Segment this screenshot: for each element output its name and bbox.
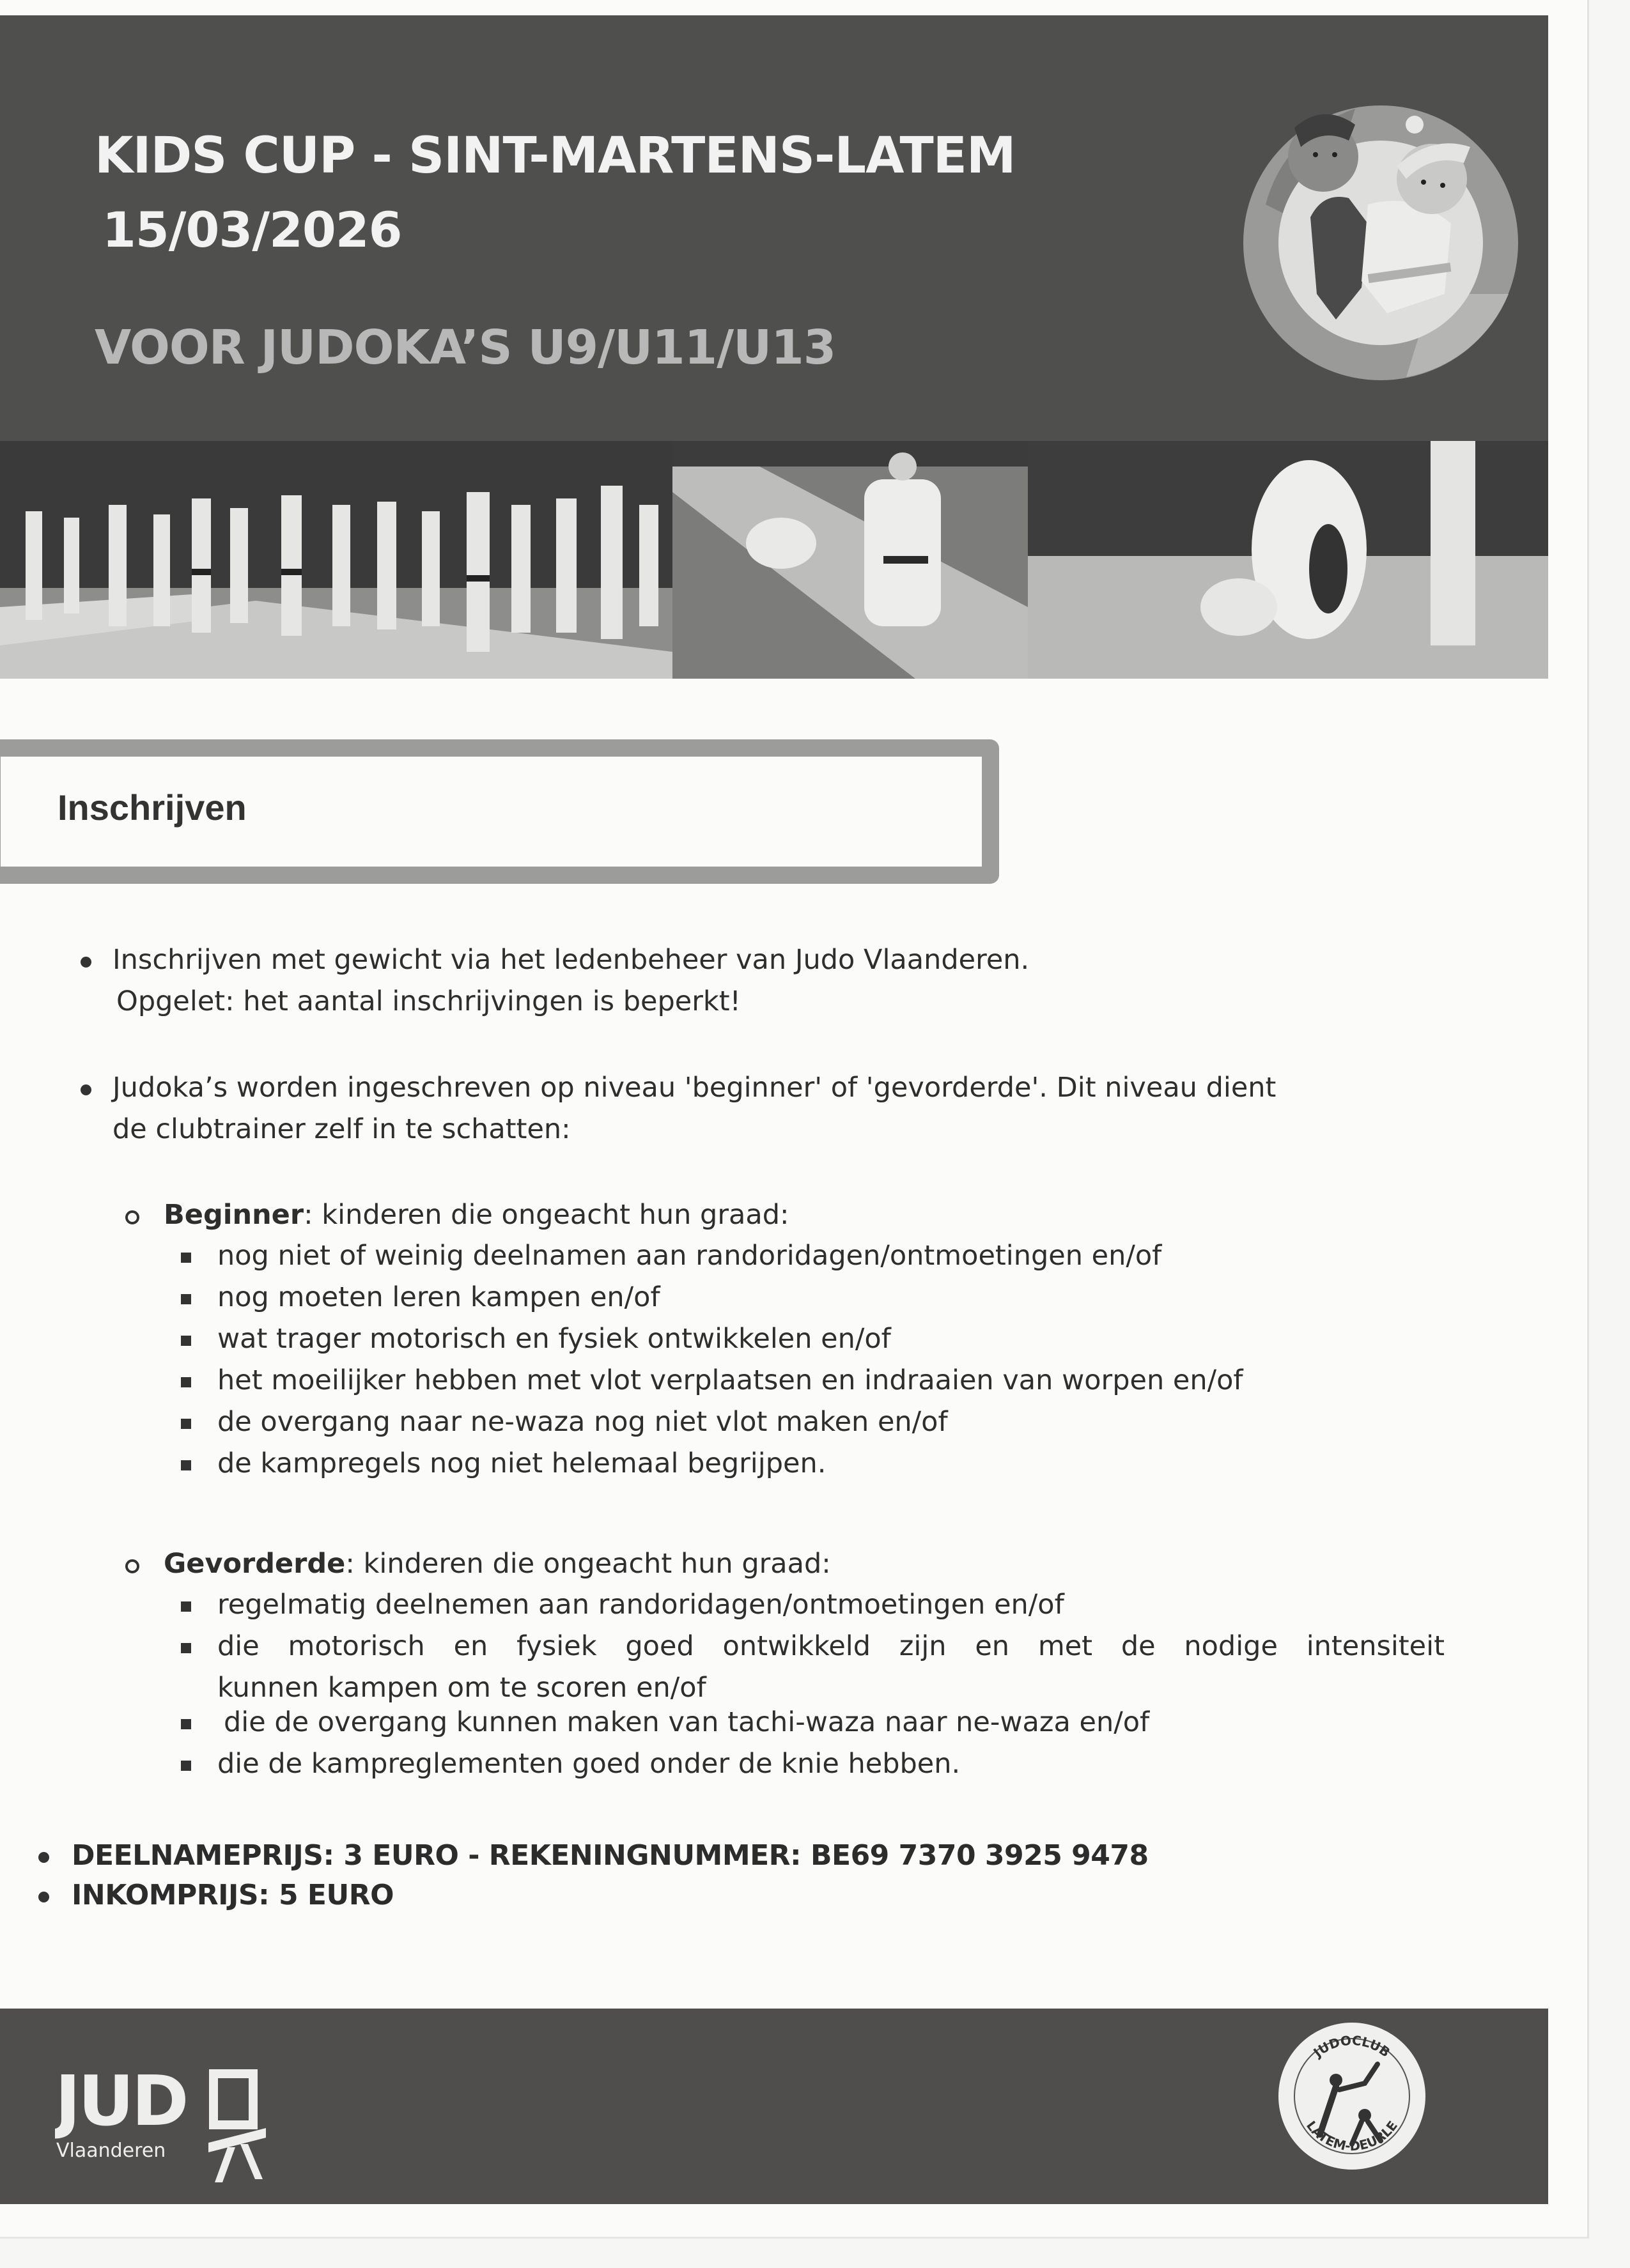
word: en xyxy=(975,1630,1010,1662)
beginner-criterion: nog niet of weinig deelnamen aan randoridagen/ontmoetingen en/of xyxy=(217,1240,1162,1272)
sub-bullet-square-icon xyxy=(181,1294,191,1304)
gevorderde-label: Gevorderde xyxy=(164,1548,346,1580)
word: goed xyxy=(625,1630,694,1662)
judoclub-latem-deurle-logo xyxy=(1275,2019,1429,2173)
bullet-icon xyxy=(81,957,91,968)
registration-item-2: Judoka’s worden ingeschreven op niveau 'beginner' of 'gevorderde'. Dit niveau dient xyxy=(113,1072,1277,1104)
registration-item-1-note: Opgelet: het aantal inschrijvingen is beperkt! xyxy=(116,985,741,1017)
mat-randori-photo xyxy=(672,441,1028,679)
word: motorisch xyxy=(288,1630,425,1662)
sub-bullet-square-icon xyxy=(181,1643,191,1653)
event-title: KIDS CUP - SINT-MARTENS-LATEM xyxy=(95,127,1016,185)
gevorderde-criterion xyxy=(217,1630,1445,1662)
registration-item-1: Inschrijven met gewicht via het ledenbeheer van Judo Vlaanderen. xyxy=(113,944,1030,976)
word: nodige xyxy=(1184,1630,1278,1662)
sub-bullet-square-icon xyxy=(181,1460,191,1470)
sub-bullet-square-icon xyxy=(181,1377,191,1387)
beginner-label: Beginner xyxy=(164,1199,304,1231)
entry-price: INKOMPRIJS: 5 EURO xyxy=(72,1879,394,1911)
bullet-icon xyxy=(38,1852,49,1863)
judo-kids-icon xyxy=(1240,102,1521,383)
sub-bullet-square-icon xyxy=(181,1761,191,1771)
word: de xyxy=(1121,1630,1156,1662)
group-warmup-photo xyxy=(0,441,672,679)
sub-bullet-icon xyxy=(125,1210,139,1224)
registration-item-2-cont: de clubtrainer zelf in te schatten: xyxy=(113,1113,571,1145)
gevorderde-heading xyxy=(164,1550,831,1578)
bullet-icon xyxy=(38,1892,49,1902)
word: ontwikkeld xyxy=(722,1630,871,1662)
svg-text:JUDOCLUB: JUDOCLUB xyxy=(1310,2032,1393,2060)
event-subtitle: VOOR JUDOKA’S U9/U11/U13 xyxy=(95,320,836,375)
word: intensiteit xyxy=(1306,1630,1445,1662)
beginner-heading xyxy=(164,1201,789,1229)
word: en xyxy=(453,1630,488,1662)
gevorderde-criterion-cont: kunnen kampen om te scoren en/of xyxy=(217,1672,706,1704)
photo-strip xyxy=(0,441,1548,679)
word: fysiek xyxy=(516,1630,597,1662)
justified-line xyxy=(217,1630,1445,1662)
beginner-criterion: het moeilijker hebben met vlot verplaatsen en indraaien van worpen en/of xyxy=(217,1364,1243,1396)
svg-text:LATEM-DEURLE: LATEM-DEURLE xyxy=(1303,2118,1401,2154)
judo-vlaanderen-logo xyxy=(55,2055,272,2182)
sub-bullet-square-icon xyxy=(181,1419,191,1429)
participation-price: DEELNAMEPRIJS: 3 EURO - REKENINGNUMMER: BE69 7370 3925 9478 xyxy=(72,1839,1149,1872)
svg-text:JUD: JUD xyxy=(55,2062,187,2141)
beginner-criterion: nog moeten leren kampen en/of xyxy=(217,1281,660,1313)
sub-bullet-square-icon xyxy=(181,1253,191,1263)
section-title: Inschrijven xyxy=(58,787,247,828)
gevorderde-intro: : kinderen die ongeacht hun graad: xyxy=(345,1548,831,1580)
beginner-criterion: de overgang naar ne-waza nog niet vlot maken en/of xyxy=(217,1406,948,1438)
sub-bullet-icon xyxy=(125,1559,139,1573)
beginner-criterion: wat trager motorisch en fysiek ontwikkelen en/of xyxy=(217,1323,891,1355)
gevorderde-criterion: die de kampreglementen goed onder de knie hebben. xyxy=(217,1748,961,1780)
bullet-icon xyxy=(81,1084,91,1095)
gevorderde-criterion: regelmatig deelnemen aan randoridagen/ontmoetingen en/of xyxy=(217,1589,1064,1621)
beginner-intro: : kinderen die ongeacht hun graad: xyxy=(304,1199,789,1231)
word: zijn xyxy=(899,1630,947,1662)
gevorderde-criterion: die de overgang kunnen maken van tachi-waza naar ne-waza en/of xyxy=(224,1706,1150,1738)
svg-text:Vlaanderen: Vlaanderen xyxy=(56,2140,166,2162)
beginner-criterion: de kampregels nog niet helemaal begrijpen. xyxy=(217,1447,827,1479)
sub-sub-bullet-icon xyxy=(181,1601,191,1612)
word: die xyxy=(217,1630,260,1662)
sub-bullet-square-icon xyxy=(181,1719,191,1729)
throw-photo xyxy=(1028,441,1548,679)
sub-bullet-square-icon xyxy=(181,1336,191,1346)
word: met xyxy=(1037,1630,1093,1662)
event-date: 15/03/2026 xyxy=(102,201,402,258)
